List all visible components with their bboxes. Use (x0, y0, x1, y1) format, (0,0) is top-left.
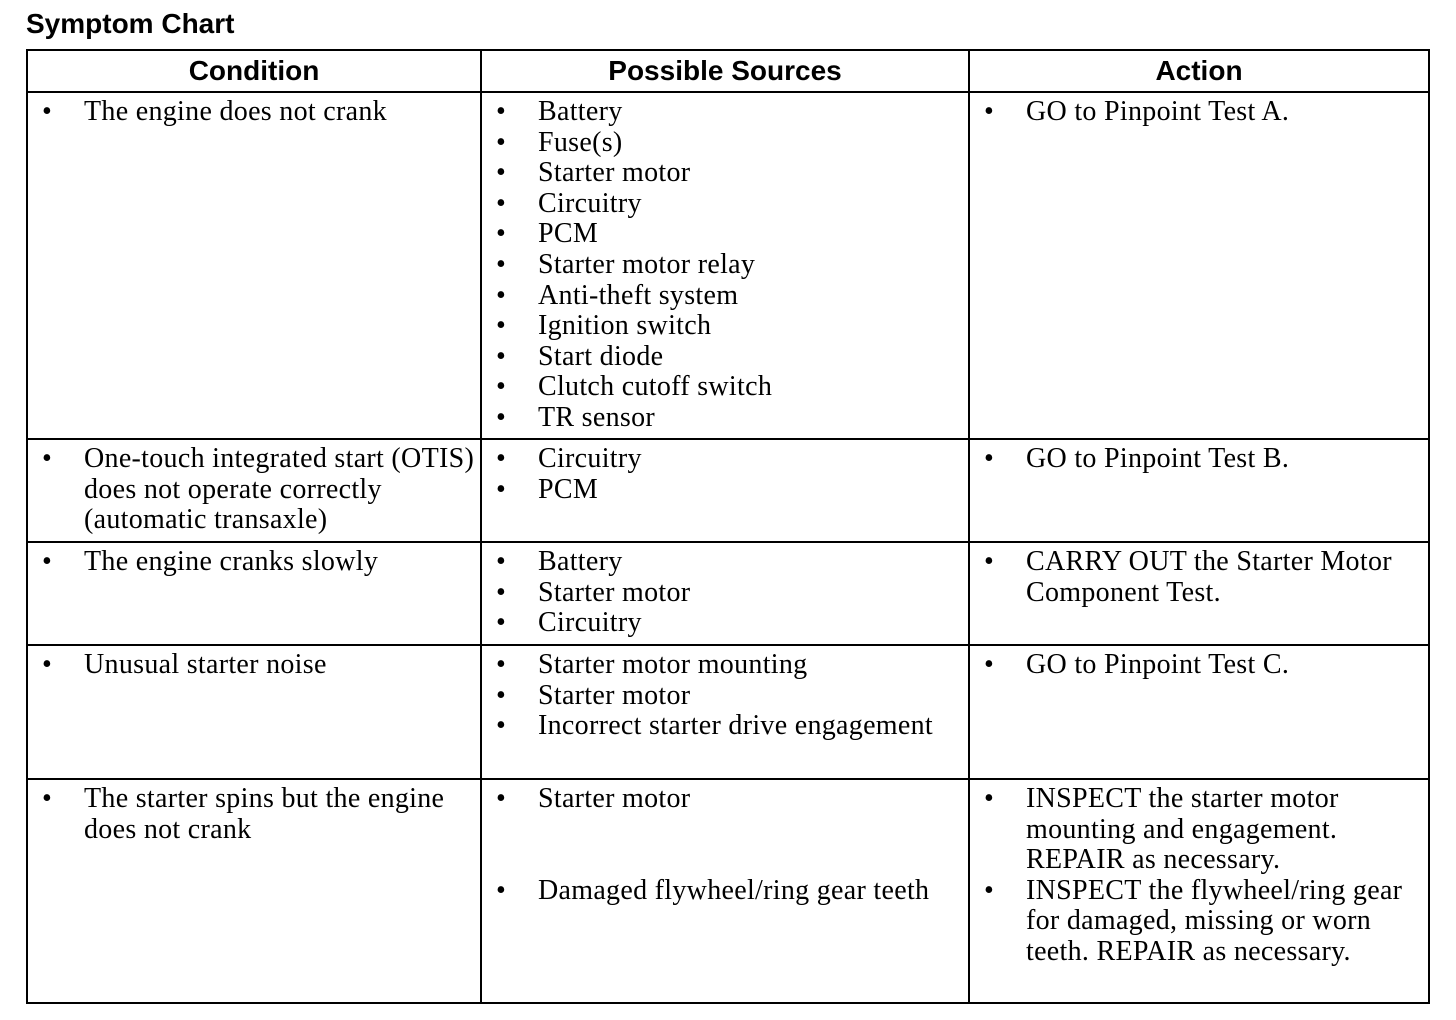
condition-list (28, 780, 480, 847)
source-item: • Clutch cutoff switch (482, 372, 964, 403)
condition-item: • The starter spins but the engine does not crank (28, 784, 476, 845)
condition-list (28, 93, 480, 130)
condition-item: • Unusual starter noise (28, 650, 476, 681)
action-item: • INSPECT the starter motor mounting and engagement. REPAIR as necessary. (970, 784, 1424, 876)
action-item: • GO to Pinpoint Test C. (970, 650, 1424, 681)
table-row (27, 439, 1429, 542)
action-cell (969, 779, 1429, 1003)
source-item: • Starter motor (482, 158, 964, 189)
source-item: • Starter motor (482, 681, 964, 712)
table-row (27, 645, 1429, 779)
header-condition: Condition (27, 50, 481, 92)
sources-cell (481, 439, 969, 542)
action-item: • CARRY OUT the Starter Motor Component Test. (970, 547, 1424, 608)
source-item: • Battery (482, 97, 964, 128)
sources-cell (481, 645, 969, 779)
sources-list (482, 543, 968, 641)
action-cell (969, 92, 1429, 439)
source-item: • Start diode (482, 342, 964, 373)
source-item: • Fuse(s) (482, 128, 964, 159)
source-item: • PCM (482, 219, 964, 250)
sources-list (482, 780, 968, 908)
condition-cell (27, 92, 481, 439)
condition-cell (27, 439, 481, 542)
table-row (27, 92, 1429, 439)
source-item: • Starter motor (482, 784, 964, 815)
table-row (27, 779, 1429, 1003)
source-item: • Circuitry (482, 444, 964, 475)
header-possible-sources: Possible Sources (481, 50, 969, 92)
source-item: • Starter motor mounting (482, 650, 964, 681)
condition-list (28, 440, 480, 538)
source-item: • Ignition switch (482, 311, 964, 342)
condition-cell (27, 542, 481, 645)
condition-item: • One-touch integrated start (OTIS) does not operate correctly (automatic transaxle) (28, 444, 476, 536)
action-list (970, 93, 1428, 130)
header-row (27, 50, 1429, 92)
source-item: • TR sensor (482, 403, 964, 434)
condition-cell (27, 779, 481, 1003)
source-item: • Starter motor relay (482, 250, 964, 281)
source-item: • Damaged flywheel/ring gear teeth (482, 876, 964, 907)
action-item: • GO to Pinpoint Test A. (970, 97, 1424, 128)
action-list (970, 440, 1428, 477)
action-cell (969, 645, 1429, 779)
sources-cell (481, 779, 969, 1003)
condition-list (28, 543, 480, 580)
action-list (970, 543, 1428, 610)
action-cell (969, 439, 1429, 542)
action-cell (969, 542, 1429, 645)
source-item: • Circuitry (482, 608, 964, 639)
source-item: • Anti-theft system (482, 281, 964, 312)
condition-item: • The engine cranks slowly (28, 547, 476, 578)
sources-list (482, 646, 968, 744)
condition-list (28, 646, 480, 683)
page-title: Symptom Chart (26, 8, 235, 39)
condition-cell (27, 645, 481, 779)
condition-item: • The engine does not crank (28, 97, 476, 128)
symptom-chart-table (26, 49, 1430, 1004)
source-item: • Incorrect starter drive engagement (482, 711, 964, 742)
source-item: • PCM (482, 475, 964, 506)
action-list (970, 646, 1428, 683)
source-item: • Battery (482, 547, 964, 578)
action-list (970, 780, 1428, 970)
source-item: • Circuitry (482, 189, 964, 220)
sources-cell (481, 542, 969, 645)
sources-list (482, 93, 968, 436)
header-action: Action (969, 50, 1429, 92)
table-row (27, 542, 1429, 645)
action-item: • INSPECT the flywheel/ring gear for damaged, missing or worn teeth. REPAIR as necessary. (970, 876, 1424, 968)
source-item: • Starter motor (482, 578, 964, 609)
action-item: • GO to Pinpoint Test B. (970, 444, 1424, 475)
sources-list (482, 440, 968, 507)
sources-cell (481, 92, 969, 439)
